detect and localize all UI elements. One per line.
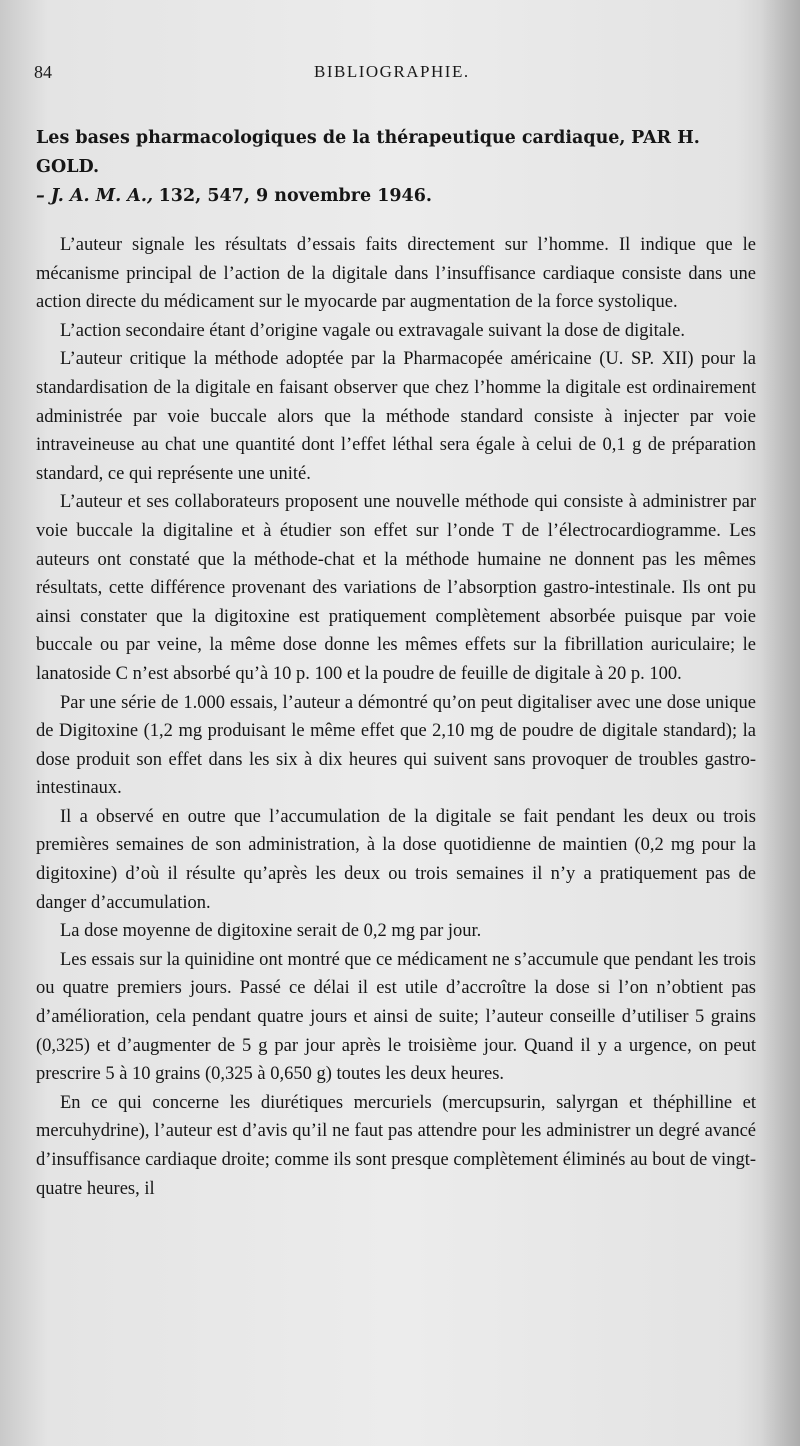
running-title: BIBLIOGRAPHIE.: [314, 62, 470, 81]
page-number: 84: [34, 62, 52, 82]
reference-heading: [36, 124, 756, 211]
paragraph: L’auteur signale les résultats d’essais faits directement sur l’homme. Il indique que le mécanisme principal de l’action de la digitale dans l’insuffisance cardiaque consiste dans une action directe du médicament sur le myocarde par augmentation de la force systolique.: [36, 235, 756, 313]
reference-author: PAR H. GOLD.: [36, 128, 700, 177]
reference-title: Les bases pharmacologiques de la thérapeutique cardiaque,: [36, 128, 626, 148]
paragraph: L’auteur et ses collaborateurs proposent une nouvelle méthode qui consiste à administrer par voie buccale la digitaline et à étudier son effet sur l’onde T de l’électrocardiogramme. Les auteurs ont constaté que la méthode-chat et la méthode humaine ne donnent pas les mêmes résultats, cette différence provenant des variations de l’absorption gastro-intestinale. Ils ont pu ainsi constater que la digitoxine est pratiquement complètement absorbée puisque par voie buccale ou par veine, la même dose donne les mêmes effets sur la fibrillation auriculaire; le lanatoside C n’est absorbé qu’à 10 p. 100 et la poudre de feuille de digitale à 20 p. 100.: [36, 492, 756, 684]
page-binding-shadow: [760, 0, 800, 1446]
running-head: [34, 62, 754, 88]
paragraph: La dose moyenne de digitoxine serait de 0,2 mg par jour.: [60, 921, 482, 942]
reference-details: 132, 547, 9 novembre 1946.: [158, 186, 433, 206]
paragraph: Par une série de 1.000 essais, l’auteur a démontré qu’on peut digitaliser avec une dose unique de Digitoxine (1,2 mg produisant le même effet que 2,10 mg de poudre de digitale standard); la dose produit son effet dans les six à dix heures qui suivent sans provoquer de troubles gastro-intestinaux.: [36, 692, 756, 799]
paragraph: Les essais sur la quinidine ont montré que ce médicament ne s’accumule que pendant les trois ou quatre premiers jours. Passé ce délai il est utile d’accroître la dose si l’on n’obtient pas d’amélioration, cela pendant quatre jours et ainsi de suite; l’auteur conseille d’utiliser 5 grains (0,325) et d’augmenter de 5 g par jour après le troisième jour. Quand il y a urgence, on peut prescrire 5 à 10 grains (0,325 à 0,650 g) toutes les deux heures.: [36, 949, 756, 1085]
paragraph: En ce qui concerne les diurétiques mercuriels (mercupsurin, salyrgan et théphilline et mercuhydrine), l’auteur est d’avis qu’il ne faut pas attendre pour les administrer un degré avancé d’insuffisance cardiaque droite; comme ils sont presque complètement éliminés au bout de vingt-quatre heures, il: [36, 1092, 756, 1199]
body-text: [36, 124, 756, 1203]
reference-journal: – J. A. M. A.,: [36, 186, 154, 206]
paragraph: L’action secondaire étant d’origine vagale ou extravagale suivant la dose de digitale.: [60, 320, 685, 341]
paragraph: L’auteur critique la méthode adoptée par la Pharmacopée américaine (U. SP. XII) pour la standardisation de la digitale en faisant observer que chez l’homme la digitale est ordinairement administrée par voie buccale alors que la méthode standard consiste à injecter par voie intraveineuse au chat une quantité dont l’effet léthal sera égale à celui de 0,1 g de préparation standard, ce qui représente une unité.: [36, 349, 756, 484]
paragraph: Il a observé en outre que l’accumulation de la digitale se fait pendant les deux ou trois premières semaines de son administration, à la dose quotidienne de maintien (0,2 mg pour la digitoxine) d’où il résulte qu’après les deux ou trois semaines il n’y a pratiquement pas de danger d’accumulation.: [36, 806, 756, 913]
